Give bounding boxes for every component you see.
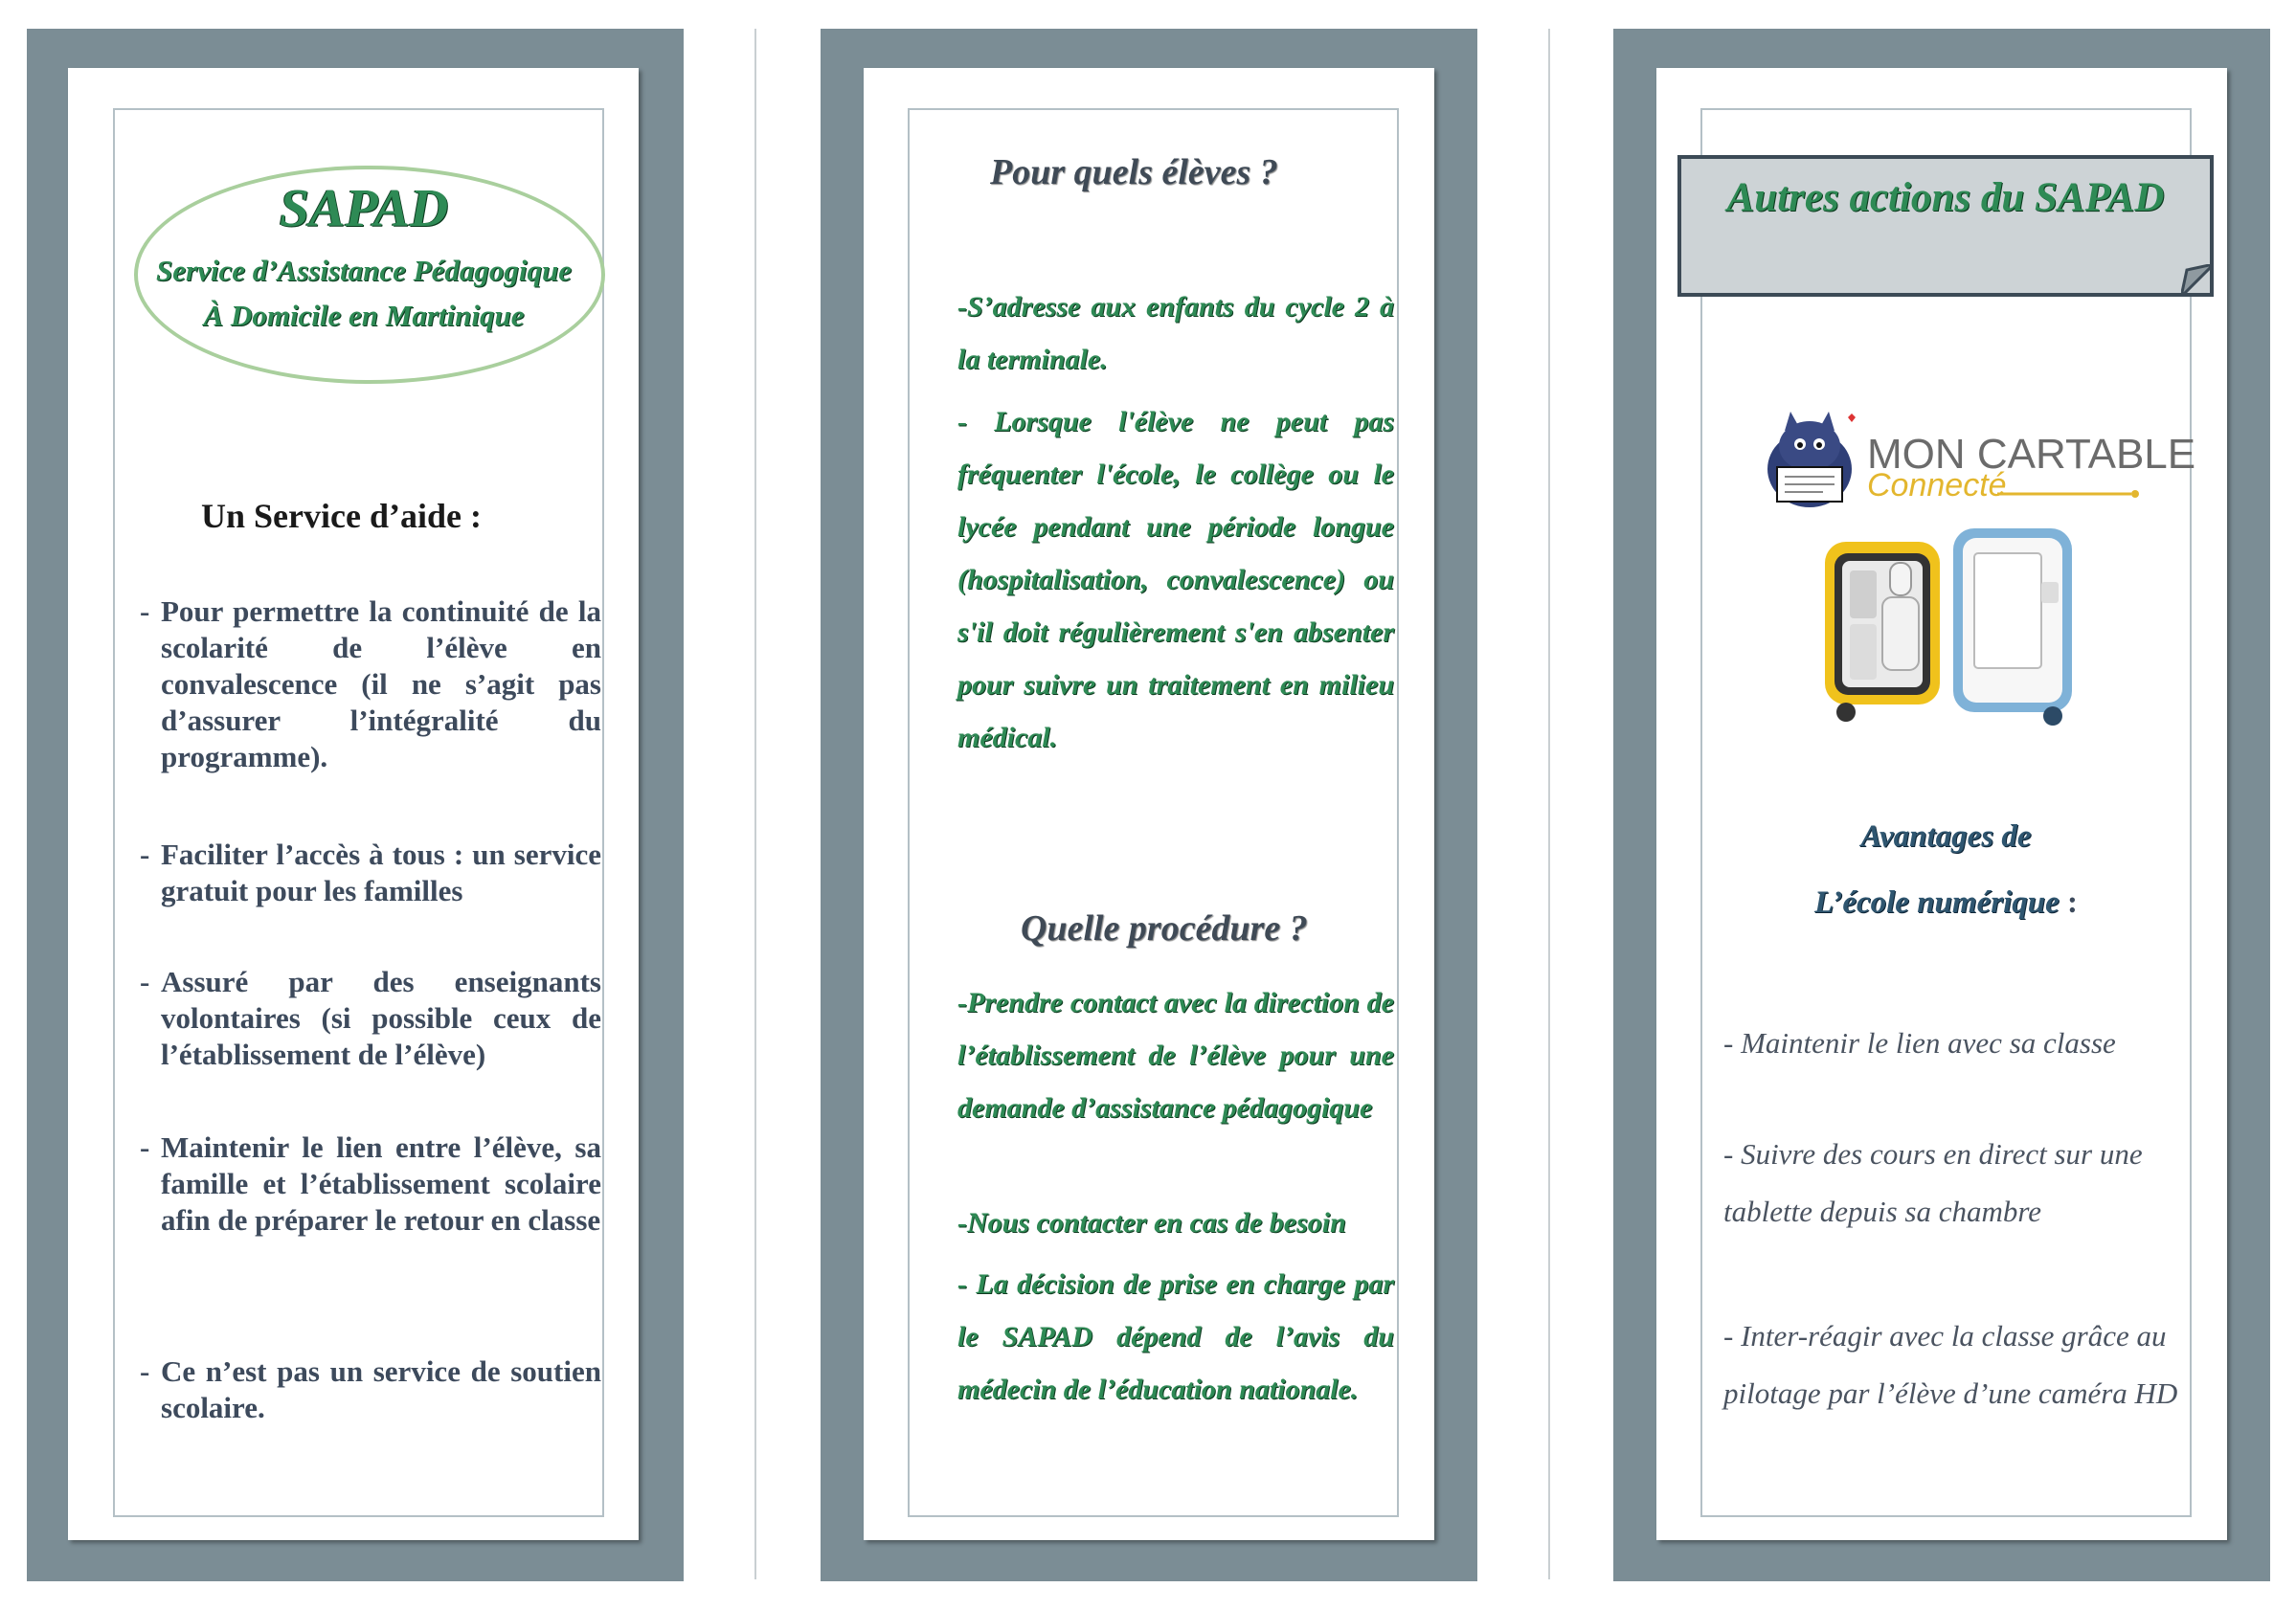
logo-mon-cartable: MON CARTABLE <box>1867 431 2196 478</box>
sapad-subtitle-line1: Service d’Assistance Pédagogique <box>156 254 572 287</box>
panel-3-inner-border <box>1700 108 2192 1517</box>
advantage-item-2: - Suivre des cours en direct sur une tablette depuis sa chambre <box>1723 1137 2143 1228</box>
service-bullet-5: - Ce n’est pas un service de soutien scolaire. <box>140 1354 601 1424</box>
advantage-item-1: - Maintenir le lien avec sa classe <box>1723 1026 2116 1060</box>
procedure-para-3: - La décision de prise en charge par le SAPAD dépend de l’avis du médecin de l’éducation nationale. <box>957 1268 1394 1405</box>
banner-fold-corner <box>2181 264 2214 297</box>
procedure-heading: Quelle procédure ? <box>1021 908 1308 949</box>
students-para-1: -S’adresse aux enfants du cycle 2 à la terminale. <box>957 291 1394 375</box>
procedure-para-1: -Prendre contact avec la direction de l’établissement de l’élève pour une demande d’assistance pédagogique <box>957 987 1394 1124</box>
bullet-dash: - <box>140 965 150 998</box>
connected-suitcase-image <box>1819 525 2078 727</box>
bullet-dash: - <box>140 1354 150 1388</box>
other-actions-title: Autres actions du SAPAD <box>1726 175 2165 220</box>
bullet-dash: - <box>140 1130 150 1164</box>
bullet-dash: - <box>140 594 150 628</box>
sapad-subtitle-line2: À Domicile en Martinique <box>203 299 525 332</box>
service-bullet-3: - Assuré par des enseignants volontaires (si possible ceux de l’établissement de l’élève) <box>140 965 601 1071</box>
procedure-para-2: -Nous contacter en cas de besoin <box>957 1207 1346 1239</box>
advantages-heading-text: L’école numérique <box>1814 885 2060 920</box>
advantages-heading-line1: Avantages de <box>1860 819 2032 854</box>
students-para-2: - Lorsque l'élève ne peut pas fréquenter l'école, le collège ou le lycée pendant une période longue (hospitalisation, convalescence) ou s'il doit régulièrement s'en absenter pour suivre un traitement en milieu médical. <box>957 406 1394 753</box>
sapad-title: SAPAD <box>279 179 449 238</box>
fold-line-2 <box>1548 29 1550 1579</box>
service-bullet-2: - Faciliter l’accès à tous : un service gratuit pour les familles <box>140 838 601 907</box>
bullet-dash: - <box>140 838 150 871</box>
service-bullet-1: - Pour permettre la continuité de la scolarité de l’élève en convalescence (il ne s’agit pas d’assurer l’intégralité du programme). <box>140 594 601 773</box>
advantages-colon: : <box>2059 885 2078 920</box>
cat-mascot-icon <box>1756 410 1863 515</box>
advantage-item-3: - Inter-réagir avec la classe grâce au pilotage par l’élève d’une caméra HD <box>1723 1319 2178 1410</box>
service-bullet-4: - Maintenir le lien entre l’élève, sa famille et l’établissement scolaire afin de préparer le retour en classe <box>140 1130 601 1237</box>
fold-line-1 <box>754 29 756 1579</box>
logo-underline <box>1997 488 2141 500</box>
logo-connecte: Connecté <box>1867 467 2007 503</box>
students-heading: Pour quels élèves ? <box>990 152 1278 192</box>
service-heading: Un Service d’aide : <box>201 497 482 535</box>
advantages-heading-line2 <box>1700 885 2192 921</box>
